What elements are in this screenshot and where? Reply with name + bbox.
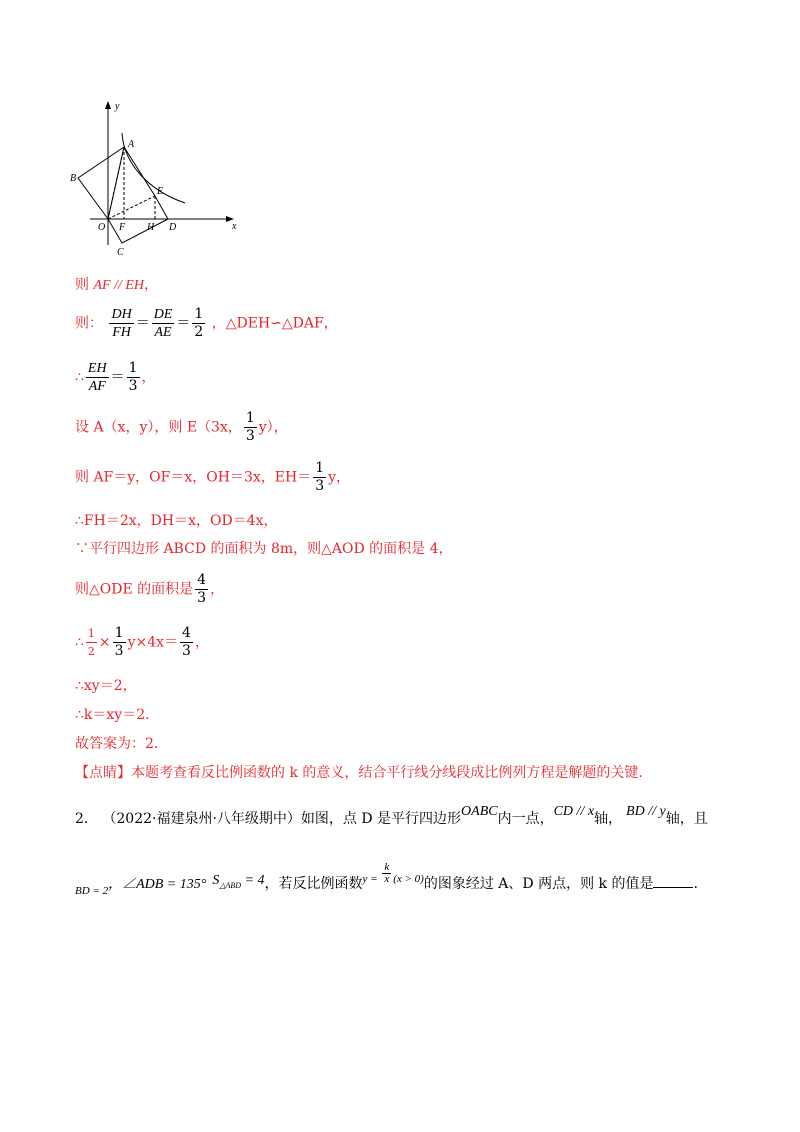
math-area-eq: = 4 — [241, 873, 265, 888]
segment-o-c-d — [108, 219, 168, 243]
problem-2-line-1 — [75, 800, 708, 831]
numerator: DH — [111, 307, 132, 322]
denominator: AF — [88, 379, 106, 394]
solution-line-6: ∴FH＝2x，DH＝x，OD＝4x， — [75, 513, 278, 529]
denominator: 2 — [87, 645, 95, 658]
math-area-s: S — [212, 873, 220, 888]
solution-line-8 — [75, 572, 224, 607]
label-c: C — [117, 247, 124, 258]
fraction — [180, 625, 193, 660]
text: 如图，点 D 是平行四边形 — [300, 811, 462, 827]
text: ， — [144, 277, 158, 293]
denominator: x — [384, 873, 390, 885]
numerator: k — [384, 861, 390, 873]
problem-2-line-2 — [75, 862, 698, 906]
denominator: 3 — [114, 643, 124, 659]
math-oabc: OABC — [461, 804, 498, 819]
equals: ＝ — [110, 369, 125, 386]
text: ， — [194, 634, 209, 651]
label-b: B — [70, 173, 77, 184]
text: ∴ — [75, 634, 84, 651]
denominator: 3 — [197, 590, 207, 606]
text: 则 — [75, 277, 94, 293]
fraction — [195, 572, 208, 607]
fraction — [127, 360, 140, 395]
label-o: O — [98, 222, 106, 233]
numerator: 1 — [86, 625, 97, 643]
math-func-fraction — [382, 862, 391, 885]
math-angle: ，∠ADB = 135° — [108, 877, 207, 892]
label-f: F — [119, 222, 126, 233]
problem-number: 2． — [75, 811, 98, 827]
fraction — [192, 306, 205, 341]
fraction — [152, 306, 175, 341]
solution-line-10: ∴xy＝2， — [75, 678, 137, 694]
text: 则 AF＝y，OF＝x，OH＝3x，EH＝ — [75, 469, 312, 486]
text: ， — [141, 369, 156, 386]
answer-line: 故答案为：2． — [75, 736, 168, 752]
text: ，△DEH∽△DAF， — [211, 315, 338, 332]
solution-line-5 — [75, 460, 350, 495]
numerator: 1 — [245, 410, 255, 426]
text: . — [693, 876, 698, 892]
denominator: 3 — [182, 643, 191, 659]
denominator: 3 — [245, 428, 255, 444]
text: 设 A（x，y），则 E（3x， — [75, 419, 242, 436]
geometry-figure — [60, 95, 250, 270]
denominator: FH — [112, 325, 131, 340]
denominator: 3 — [128, 378, 138, 394]
solution-line-9 — [75, 625, 209, 660]
answer-blank[interactable] — [653, 875, 693, 888]
numerator: 1 — [114, 625, 124, 641]
text: ∴ — [75, 369, 84, 386]
numerator: 1 — [128, 360, 138, 376]
comment-tag: 【点睛】 — [75, 765, 131, 781]
text: 的图象经过 A、D 两点，则 k 的值是 — [423, 876, 654, 892]
fraction — [313, 460, 326, 495]
denominator: 3 — [315, 478, 325, 494]
math-area-sub: △ABD — [219, 881, 242, 890]
text: 内一点， — [497, 811, 554, 827]
solution-line-3 — [75, 360, 156, 395]
solution-line-4 — [75, 410, 288, 445]
solution-line-1 — [75, 274, 158, 296]
numerator: 4 — [182, 625, 191, 641]
comment-text: 本题考查看反比例函数的 k 的意义，结合平行线分线段成比例列方程是解题的关键． — [131, 765, 653, 781]
text: ，若反比例函数 — [264, 876, 363, 892]
equals: ＝ — [176, 315, 191, 332]
numerator: 4 — [197, 572, 207, 588]
math-bd-length: BD = 2 — [75, 885, 109, 897]
text: × — [98, 634, 111, 651]
fraction — [113, 625, 126, 660]
text: 则： — [75, 315, 103, 332]
text: ， — [210, 581, 225, 598]
y-axis-arrow — [105, 101, 111, 109]
dashed-oa — [108, 147, 124, 219]
label-x: x — [232, 221, 237, 232]
text: y）， — [258, 419, 288, 436]
text: y， — [328, 469, 351, 486]
math-func-y: y = — [362, 873, 381, 885]
denominator: 2 — [194, 324, 204, 340]
label-d: D — [169, 222, 177, 233]
numerator: DE — [153, 307, 173, 322]
text: 轴，且 — [665, 811, 708, 827]
problem-source: （2022·福建泉州·八年级期中） — [102, 811, 301, 827]
solution-line-11: ∴k＝xy＝2． — [75, 707, 160, 723]
label-a: A — [128, 139, 135, 150]
label-y: y — [115, 101, 120, 112]
denominator: AE — [154, 325, 172, 340]
text: 则△ODE 的面积是 — [75, 581, 194, 598]
dashed-oe — [108, 196, 155, 219]
fraction — [244, 410, 257, 445]
math-cd-parallel: CD // x — [553, 804, 595, 819]
text: y×4x＝ — [127, 634, 179, 651]
numerator: 1 — [194, 306, 204, 322]
solution-line-2 — [75, 306, 338, 341]
fraction — [86, 625, 97, 660]
text: 轴， — [594, 811, 623, 827]
solution-line-7: ∵平行四边形 ABCD 的面积为 8m，则△AOD 的面积是 4， — [75, 541, 453, 557]
fraction — [86, 360, 109, 395]
numerator: 1 — [315, 460, 325, 476]
fraction — [109, 306, 133, 341]
equals: ＝ — [135, 315, 150, 332]
comment-line — [75, 762, 652, 784]
math-func-condition: (x > 0) — [393, 873, 424, 885]
math-bd-parallel: BD // y — [626, 804, 666, 819]
parallelogram-abcd — [78, 147, 124, 219]
math-parallel: AF // EH — [93, 278, 144, 293]
numerator: EH — [87, 361, 107, 376]
label-e: E — [157, 186, 164, 197]
label-h: H — [147, 222, 155, 233]
